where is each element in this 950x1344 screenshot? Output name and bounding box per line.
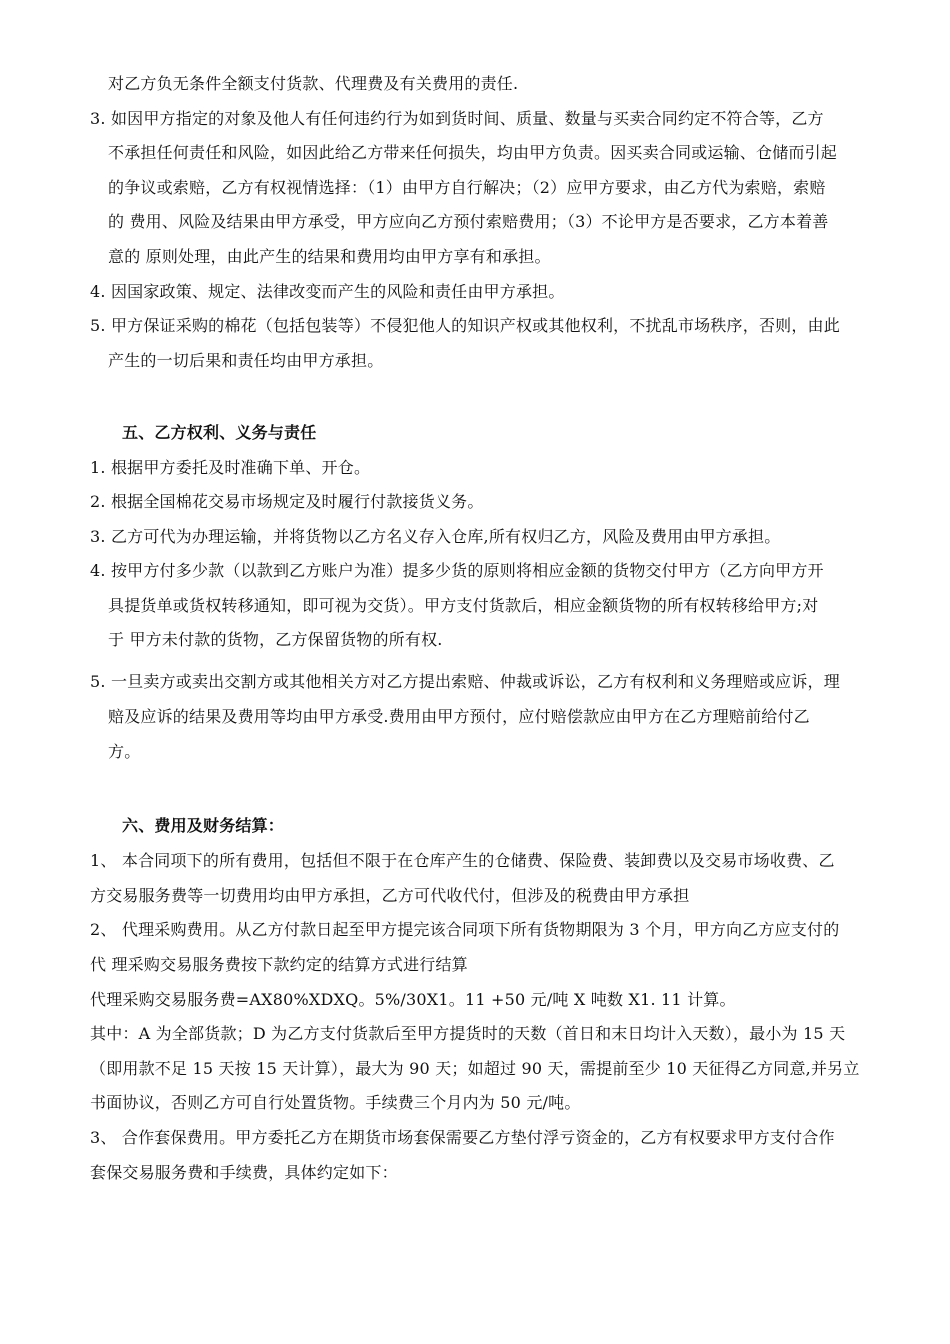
section-6-heading: 六、费用及财务结算： [122,816,285,835]
section-5-heading: 五、乙方权利、义务与责任 [122,423,317,442]
s5-item-4-line-3: 于 甲方未付款的货物，乙方保留货物的所有权. [108,630,443,649]
clause-5-line-1: 5. 甲方保证采购的棉花（包括包装等）不侵犯他人的知识产权或其他权利，不扰乱市场秩序，否则，由此 [90,316,840,335]
s5-item-2: 2. 根据全国棉花交易市场规定及时履行付款接货义务。 [90,492,484,511]
fee-explanation-line-3: 书面协议，否则乙方可自行处置货物。手续费三个月内为 50 元/吨。 [90,1093,581,1112]
s6-item-3-line-1: 3、 合作套保费用。甲方委托乙方在期货市场套保需要乙方垫付浮亏资金的，乙方有权要求甲方支付合作 [90,1128,835,1147]
s5-item-4-line-2: 具提货单或货权转移通知，即可视为交货）。甲方支付货款后，相应金额货物的所有权转移给甲方;对 [108,596,819,615]
s6-item-1-line-2: 方交易服务费等一切费用均由甲方承担，乙方可代收代付，但涉及的税费由甲方承担 [90,886,690,905]
s6-item-3-line-2: 套保交易服务费和手续费，具体约定如下： [90,1163,398,1182]
s5-item-1: 1. 根据甲方委托及时准确下单、开仓。 [90,458,371,477]
s6-item-1-line-1: 1、 本合同项下的所有费用，包括但不限于在仓库产生的仓储费、保险费、装卸费以及交易市场收费、乙 [90,851,835,870]
s5-item-4-line-1: 4. 按甲方付多少款（以款到乙方账户为准）提多少货的原则将相应金额的货物交付甲方（乙方向甲方开 [90,561,824,580]
s6-item-2-line-2: 代 理采购交易服务费按下款约定的结算方式进行结算 [90,955,468,974]
clause-5-line-2: 产生的一切后果和责任均由甲方承担。 [108,351,384,370]
fee-explanation-line-2: （即用款不足 15 天按 15 天计算），最大为 90 天；如超过 90 天，需提前至少 10 天征得乙方同意,并另立 [90,1059,860,1078]
fee-formula: 代理采购交易服务费=AX80%XDXQ。5%/30X1。11 +50 元/吨 X 吨数 X1. 11 计算。 [90,990,736,1009]
s6-item-2-line-1: 2、 代理采购费用。从乙方付款日起至甲方提完该合同项下所有货物期限为 3 个月，甲方向乙方应支付的 [90,920,840,939]
clause-3-line-5: 意的 原则处理，由此产生的结果和费用均由甲方享有和承担。 [108,247,551,266]
text-line: 对乙方负无条件全额支付货款、代理费及有关费用的责任. [108,74,519,93]
s5-item-5-line-3: 方。 [108,742,141,761]
fee-explanation-line-1: 其中：A 为全部货款；D 为乙方支付货款后至甲方提货时的天数（首日和末日均计入天数），最小为 15 天 [90,1024,846,1043]
clause-4-line: 4. 因国家政策、规定、法律改变而产生的风险和责任由甲方承担。 [90,282,565,301]
clause-3-line-2: 不承担任何责任和风险，如因此给乙方带来任何损失，均由甲方负责。因买卖合同或运输、仓储而引起 [108,143,838,162]
clause-3-line-1: 3. 如因甲方指定的对象及他人有任何违约行为如到货时间、质量、数量与买卖合同约定不符合等，乙方 [90,109,824,128]
s5-item-5-line-2: 赔及应诉的结果及费用等均由甲方承受.费用由甲方预付，应付赔偿款应由甲方在乙方理赔前给付乙 [108,707,810,726]
s5-item-3: 3. 乙方可代为办理运输，并将货物以乙方名义存入仓库,所有权归乙方，风险及费用由甲方承担。 [90,527,781,546]
s5-item-5-line-1: 5. 一旦卖方或卖出交割方或其他相关方对乙方提出索赔、仲裁或诉讼，乙方有权利和义务理赔或应诉，理 [90,672,840,691]
clause-3-line-4: 的 费用、风险及结果由甲方承受，甲方应向乙方预付索赔费用；（3）不论甲方是否要求，乙方本着善 [108,212,829,231]
clause-3-line-3: 的争议或索赔，乙方有权视情选择：（1）由甲方自行解决；（2）应甲方要求，由乙方代为索赔，索赔 [108,178,826,197]
